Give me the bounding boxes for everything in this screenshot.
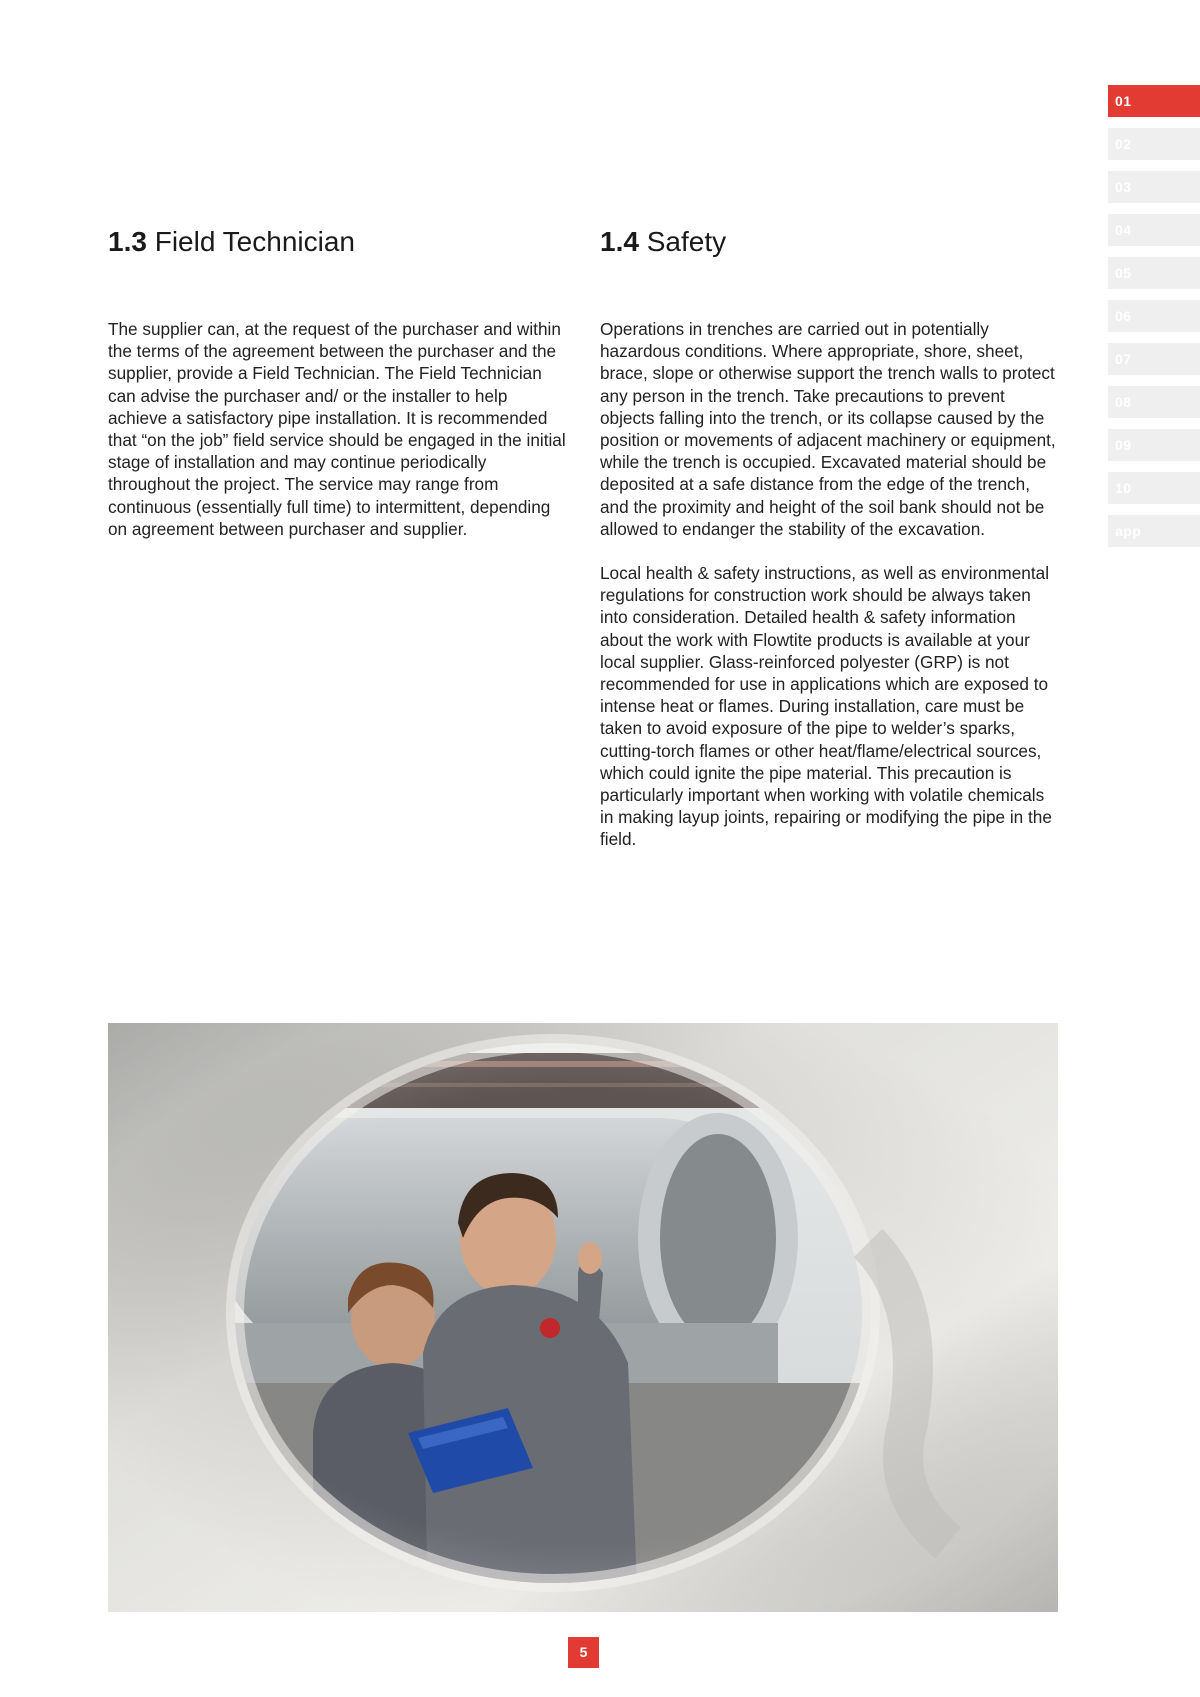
section-number: 1.3 xyxy=(108,226,147,257)
chapter-tab-09[interactable]: 09 xyxy=(1108,429,1200,461)
chapter-tab-04[interactable]: 04 xyxy=(1108,214,1200,246)
page-number: 5 xyxy=(568,1637,599,1668)
section-field-technician xyxy=(108,222,568,540)
section-body xyxy=(108,318,568,540)
section-number: 1.4 xyxy=(600,226,639,257)
section-title: Field Technician xyxy=(154,226,355,257)
photo-illustration xyxy=(108,1023,1058,1612)
chapter-tab-07[interactable]: 07 xyxy=(1108,343,1200,375)
section-title: Safety xyxy=(646,226,727,257)
chapter-tab-03[interactable]: 03 xyxy=(1108,171,1200,203)
paragraph: Operations in trenches are carried out in potentially hazardous conditions. Where appropriate, shore, sheet, brace, slope or otherwise support the trench walls to protect any person in the trench. Take precautions to prevent objects falling into the trench, or its collapse caused by the position or movements of adjacent machinery or equipment, while the trench is occupied. Excavated material should be deposited at a safe distance from the edge of the trench, and the proximity and height of the soil bank should not be allowed to endanger the stability of the excavation. xyxy=(600,319,1056,539)
section-heading xyxy=(108,222,568,262)
chapter-tab-01[interactable]: 01 xyxy=(1108,85,1200,117)
section-heading xyxy=(600,222,1060,262)
section-body xyxy=(600,318,1060,851)
section-safety xyxy=(600,222,1060,851)
chapter-tab-06[interactable]: 06 xyxy=(1108,300,1200,332)
chapter-tab-app[interactable]: app xyxy=(1108,515,1200,547)
chapter-tab-05[interactable]: 05 xyxy=(1108,257,1200,289)
chapter-tab-08[interactable]: 08 xyxy=(1108,386,1200,418)
technicians-inside-pipe-photo xyxy=(108,1023,1058,1612)
paragraph: The supplier can, at the request of the purchaser and within the terms of the agreement between the purchaser and the supplier, provide a Field Technician. The Field Technician can advise the purchaser and/ or the installer to help achieve a satisfactory pipe installation. It is recommended that “on the job” field service should be engaged in the initial stage of installation and may continue periodically throughout the project. The service may range from continuous (essentially full time) to intermittent, depending on agreement between purchaser and supplier. xyxy=(108,319,566,539)
chapter-nav xyxy=(1108,85,1200,558)
chapter-tab-02[interactable]: 02 xyxy=(1108,128,1200,160)
chapter-tab-10[interactable]: 10 xyxy=(1108,472,1200,504)
paragraph: Local health & safety instructions, as well as environmental regulations for construction work should be always taken into consideration. Detailed health & safety information about the work with Flowtite products is available at your local supplier. Glass-reinforced polyester (GRP) is not recommended for use in applications which are exposed to intense heat or flames. During installation, care must be taken to avoid exposure of the pipe to welder’s sparks, cutting-torch flames or other heat/flame/electrical sources, which could ignite the pipe material. This precaution is particularly important when working with volatile chemicals in making layup joints, repairing or modifying the pipe in the field. xyxy=(600,563,1052,850)
